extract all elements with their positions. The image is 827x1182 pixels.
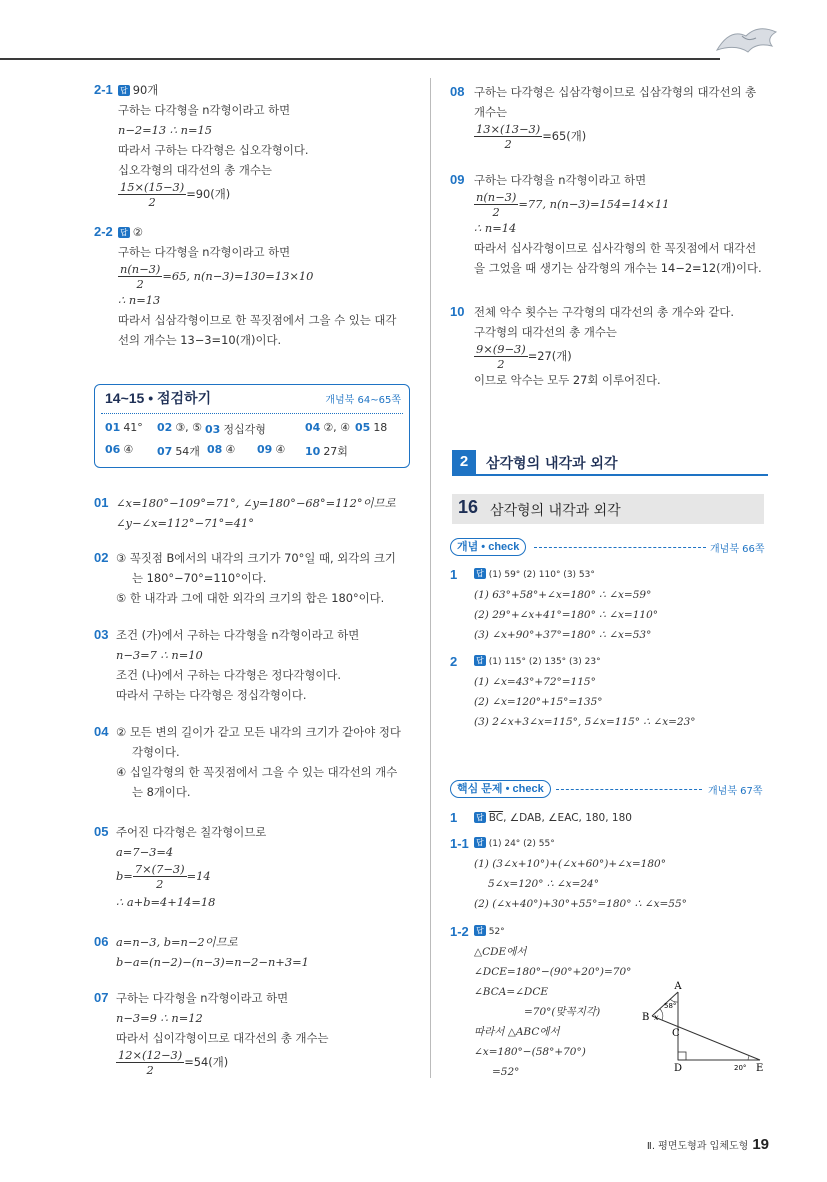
core-check-label: 핵심 문제 • check — [450, 780, 551, 798]
check-ref: 개념북 64~65쪽 — [325, 395, 401, 406]
check-summary-box: 14~15 • 점검하기 개념북 64~65쪽 01 41° 02 ③, ⑤ 03 정십각형 04 ②, ④ 05 18 06 ④ 07 54개 08 ④ 09 ④ 10 27회 — [94, 384, 410, 468]
answer-mark-icon: 답 — [476, 656, 484, 665]
label-A: A — [674, 981, 682, 992]
problem-number: 2-1 — [94, 82, 113, 97]
concept-ref: 개념북 66쪽 — [710, 544, 765, 555]
label-B: B — [642, 1012, 650, 1023]
page-number: 19 — [752, 1136, 769, 1153]
angle-B: x — [654, 1013, 659, 1022]
page-footer — [647, 1136, 769, 1153]
answer-value: 90개 — [132, 83, 159, 97]
dashed-rule — [534, 547, 706, 548]
subsection-title: 삼각형의 내각과 외각 — [490, 503, 621, 519]
answer-mark-icon: 답 — [476, 838, 484, 847]
label-D: D — [674, 1063, 683, 1072]
answer-mark-icon: 답 — [476, 569, 484, 578]
column-divider — [430, 78, 431, 1078]
dragon-logo-icon — [712, 22, 782, 60]
label-C: C — [672, 1028, 680, 1039]
concept-check-label: 개념 • check — [450, 538, 526, 556]
answer-mark-icon: 답 — [120, 228, 128, 237]
subsection-header — [452, 494, 764, 524]
footer-text: Ⅱ. 평면도형과 입체도형 — [646, 1141, 749, 1152]
answer-mark-icon: 답 — [120, 86, 128, 95]
answer-mark-icon: 답 — [476, 813, 484, 822]
subsection-number: 16 — [458, 497, 479, 517]
section-header — [452, 450, 768, 476]
angle-A: 58° — [664, 1002, 677, 1010]
core-ref: 개념북 67쪽 — [708, 786, 763, 797]
answer-mark-icon: 답 — [476, 926, 484, 935]
triangle-figure — [632, 980, 772, 1072]
label-E: E — [756, 1063, 764, 1072]
angle-E: 20° — [734, 1064, 747, 1072]
section-badge: 2 — [452, 450, 476, 474]
header-rule — [0, 58, 720, 60]
dashed-rule — [556, 789, 702, 790]
check-title: 14~15 • 점검하기 — [105, 390, 212, 406]
section-title: 삼각형의 내각과 외각 — [486, 456, 618, 472]
